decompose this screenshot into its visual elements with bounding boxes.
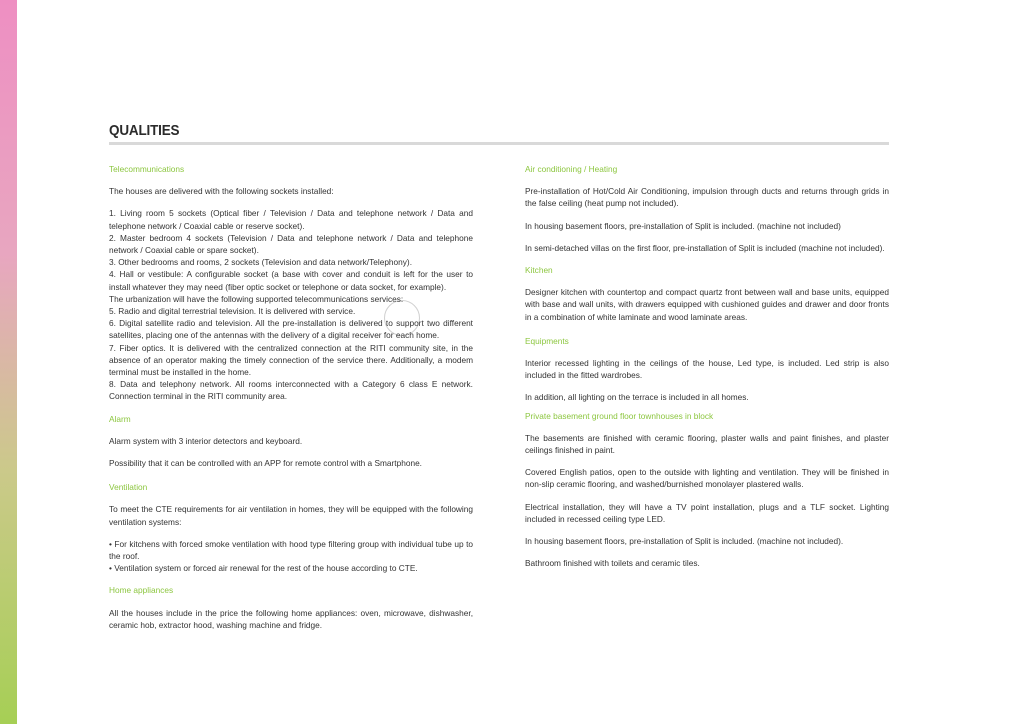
telecom-heading: Telecommunications bbox=[109, 164, 185, 174]
air-heading: Air conditioning / Heating bbox=[525, 164, 618, 174]
basement-paragraph: In housing basement floors, pre-installation of Split is included. (machine not included). bbox=[525, 536, 844, 547]
ventilation-bullet: • For kitchens with forced smoke ventilation with hood type filtering group with individual tube up to the roof. bbox=[109, 538, 473, 562]
telecom-item: 6. Digital satellite radio and television. All the pre-installation is delivered to support two different satellites, placing one of the antennas with the delivery of a digital receiver for each home. bbox=[109, 318, 473, 341]
telecom-item: 3. Other bedrooms and rooms, 2 sockets (Television and data network/Telephony). bbox=[109, 257, 412, 268]
telecom-item: 5. Radio and digital terrestrial television. It is delivered with service. bbox=[109, 306, 356, 317]
alarm-heading: Alarm bbox=[109, 413, 131, 424]
basement-paragraph: Electrical installation, they will have a TV point installation, plugs and a TLF socket. Lighting included in recessed ceiling type LED. bbox=[525, 501, 889, 524]
telecom-item: 7. Fiber optics. It is delivered with the centralized connection at the RITI community site, in the absence of an operator making the timely connection of the service there. Additionally, a modem terminal must be installed in the home. bbox=[109, 342, 473, 378]
left-column bbox=[109, 163, 473, 631]
equipments-heading: Equipments bbox=[525, 335, 569, 346]
telecom-item: 8. Data and telephony network. All rooms interconnected with a Category 6 class E network. Connection terminal in the RITI community area. bbox=[109, 379, 473, 402]
air-paragraph: In housing basement floors, pre-installation of Split is included. (machine not included) bbox=[525, 220, 841, 231]
telecom-item: The urbanization will have the following supported telecommunications services: bbox=[109, 293, 404, 304]
equipments-paragraph: In addition, all lighting on the terrace is included in all homes. bbox=[525, 392, 749, 403]
right-column bbox=[525, 163, 889, 569]
alarm-paragraph: Possibility that it can be controlled with an APP for remote control with a Smartphone. bbox=[109, 458, 422, 469]
telecom-item: 4. Hall or vestibule: A configurable socket (a base with cover and conduit is left for the user to install whatever they may need (fiber optic socket or telephone or data socket, for example). bbox=[109, 269, 473, 292]
kitchen-heading: Kitchen bbox=[525, 265, 553, 276]
telecom-intro: The houses are delivered with the following sockets installed: bbox=[109, 186, 334, 197]
side-color-bar bbox=[0, 0, 17, 724]
title-divider bbox=[109, 142, 889, 145]
basement-heading: Private basement ground floor townhouses in block bbox=[525, 410, 714, 421]
ventilation-bullet: • Ventilation system or forced air renewal for the rest of the house according to CTE. bbox=[109, 563, 418, 574]
cursor-circle-icon bbox=[384, 300, 420, 336]
basement-paragraph: Bathroom finished with toilets and ceramic tiles. bbox=[525, 558, 700, 569]
telecom-item: 2. Master bedroom 4 sockets (Television / Data and telephone network / Data and telephone network / Coaxial cable or spare socket). bbox=[109, 232, 473, 256]
air-paragraph: In semi-detached villas on the first floor, pre-installation of Split is included (machine not included). bbox=[525, 242, 885, 253]
kitchen-paragraph: Designer kitchen with countertop and compact quartz front between wall and base units, equipped with base and wall units, with drawers equipped with cushioned guides and drawer and door fronts in a combination of white laminate and wood laminate areas. bbox=[525, 287, 889, 322]
basement-paragraph: The basements are finished with ceramic flooring, plaster walls and paint finishes, and plaster ceilings finished in paint. bbox=[525, 432, 889, 456]
equipments-paragraph: Interior recessed lighting in the ceilings of the house, Led type, is included. Led strip is also included in the fitted wardrobes. bbox=[525, 358, 889, 381]
page-title: QUALITIES bbox=[109, 122, 180, 139]
ventilation-heading: Ventilation bbox=[109, 482, 148, 493]
ventilation-paragraph: To meet the CTE requirements for air ventilation in homes, they will be equipped with the following ventilation systems: bbox=[109, 504, 473, 527]
appliances-paragraph: All the houses include in the price the following home appliances: oven, microwave, dishwasher, ceramic hob, extractor hood, washing machine and fridge. bbox=[109, 607, 473, 630]
appliances-heading: Home appliances bbox=[109, 585, 174, 596]
telecom-item: 1. Living room 5 sockets (Optical fiber / Television / Data and telephone network / Data and telephone network / Coaxial cable or reserve socket). bbox=[109, 208, 473, 231]
basement-paragraph: Covered English patios, open to the outside with lighting and ventilation. They will be finished in non-slip ceramic flooring, and washed/burnished monolayer plastered walls. bbox=[525, 467, 889, 490]
air-paragraph: Pre-installation of Hot/Cold Air Conditioning, impulsion through ducts and returns through grids in the false ceiling (heat pump not included). bbox=[525, 186, 889, 209]
alarm-paragraph: Alarm system with 3 interior detectors and keyboard. bbox=[109, 435, 303, 446]
